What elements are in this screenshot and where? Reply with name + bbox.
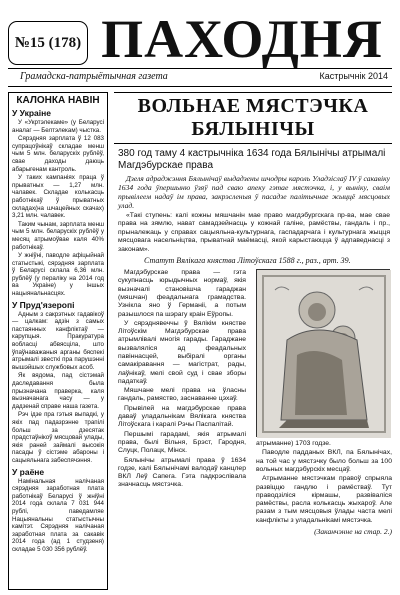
article-quote: «Такі ступень: калі кожны мяшчанін мае право магдэбургскага пр-ва, мае свае права на зямлю, нават самадзейнасць у кожнай галіне, рамёствы, гандаль і пр., прыналежаць у справах сацыяльна-культурнага, гаспадарчага і культурнага жыцця мясцовага насельніцтва, прыватнай маёмасці, якой карыстаюцца ў адпаведнасці з законам». [118,212,390,253]
news-paragraph: У таких кампаніях праца ў прыватных — 1,27 млн. чалавек. Складае колькасць работнікаў ў прыватных складах(на шчацейных скачах) 3,21 млн. чалавек. [12,174,104,220]
article-paragraph: Магдэбурскае права — гэта сукупнасць юрыдычных нормаў, якія вызначалі становішча гараджан (мяшчан) феадальнага грамадства. Узнікла яно ў Германіі, а потым разышлося па шэрагу краін Еўропы. [118,269,246,318]
article-column-left [118,269,246,519]
article-paragraph: Бялынічы атрымалі права ў 1634 годзе, калі Бялынічамі валодаў канцлер ВКЛ Леў Сапега. Гэта падкрэслівала значнасць мястэчка. [118,456,246,489]
article-lead: Дзеля адраджэння Бялынічаў выдадзены шчодры кароль Уладзіслаў IV ў сакавіку 1634 года ўпершыню ўзяў пад сваю апеку гэтае мястэчка, і, у выніку, сваім прывілеем надаў ім права, закрэсленыя ў пасадзе палітычнае жыццё мясцовых улад. [118,174,390,210]
masthead-divider [8,68,392,69]
news-section-heading: У Украіне [12,108,52,118]
news-paragraph: У жніўні, паводле афіцыйнай статыстыкі, сярэдняя зарплата ў Беларусі склала 6,36 млн. рублёў (у пераліку на 2014 год ва Украіне) у іншых нацыянальнасцях. [12,252,104,298]
article-paragraph: Прывілей на магдэбурскае права даваў уладальнікам Вялікага княства Літоўскага і каралі Рэчы Паспалітай. [118,404,246,429]
news-paragraph: Таким чынам, зарплата менш чым 5 млн. беларускіх рублёў у месяц атрымоўвае каля 40% работнікаў. [12,220,104,251]
news-column-title: КАЛОНКА НАВІН [16,95,100,106]
news-paragraph: Адным з сакрэтных гадавікоў — цалкам: адзін з самых пастаянных канфліктаў — карупцыя. Пракуратура вобласці абвясціла, што ўпаўнаважаныя арганы бяспекі атрымалі звесткі пра парушэнні вышэйшых службовых асоб. [12,310,104,371]
article-paragraph: атрыманне) 1703 годзе. [256,440,331,448]
news-paragraph: У «Укртэлекаме» (у Беларусі аналаг — Белтэлекам) чыстка. [12,119,104,134]
article-paragraph: Паводле падданых ВКЛ, па Бялынічах, на той час у мястэчку было больш за 100 вольных магдэбурскіх месцаў. [256,449,392,473]
main-article [114,92,392,592]
article-subtitle: 380 год таму 4 кастрычніка 1634 года Бялынічы атрымалі Магдэбурскае права [118,148,386,171]
newspaper-tagline: Грамадска-патрыётычная газета [20,71,168,82]
article-column-right [256,269,392,536]
news-section-heading: У раёне [12,466,45,477]
news-paragraph: Як вядома, пад сістэмай даследавання была прызначана праверка, каля вызначанага часу — у дадзенай справе наша газета. [12,372,104,410]
article-paragraph: Першымі гарадамі, якія атрымалі права, былі Вільня, Брэст, Гародня, Слуцк, Полацк, Мінск. [118,430,246,455]
article-paragraph: У сярэднявеччы ў Вялікім княстве Літоўскім Магдэбурскае права атрымлівалі многія гарады. Гараджане вызваляліся ад феадальных павіннасцей, выбіралі органы самакіравання — магістрат, рады, лаўнікаў, мелі свой суд і свае зборы падаткаў. [118,319,246,385]
article-statute-citation: Статут Вялікага княства Літоўскага 1588 г., раз., арт. 39. [144,256,351,266]
continued-note: (Заканчэнне на стар. 2.) [314,527,392,536]
issue-number: №15 (178) [8,21,88,65]
article-body [114,269,392,536]
masthead-divider-lower [8,86,392,87]
article-headline [114,92,392,144]
news-paragraph: Рэч ідзе пра гэтыя выпадкі, у якіх пад падазрэнне трапілі больш за дзесятак прадстаўнікоў мясцовай улады, якія раней займалі высокія пасады ў сістэме абароны і сацыяльнага забеспячэння. [12,411,104,464]
news-paragraph: Сярэдняя зарплата ў 12 083 супрацоўнікаў складае менш чым 5 млн. беларускіх рублёў, свае даходы даюць абарыгенам кантроль. [12,135,104,173]
headline-line-1: ВОЛЬНАЕ МЯСТЭЧКА [137,95,369,117]
icon-image [256,269,390,437]
news-section-heading: У Пруд'язеропі [12,299,75,310]
madonna-icon [257,270,391,438]
news-column [8,92,108,590]
newspaper-title: ПАХОДНЯ [101,9,383,69]
article-paragraph: Атрыманне мястэчкам правоў спрыяла развіццю гандлю і рамёстваў. Тут праводзіліся кірмашы, развіваліся рамёствы, расла колькасць жыхароў. Але разам з тым мясцовыя ўлады часта мелі канфлікты з уладальнікамі мястэчка. [256,475,392,524]
issue-date: Кастрычнік 2014 [319,71,388,81]
news-paragraph: Намінальная налічаная сярэдняя заработная плата работнікаў Беларусі ў жніўні 2014 года склала 7 031 944 рублі, паведамляе Нацыянальны статыстычны камітэт. Сярэдняя налічаная заработная плата за сакавік 2014 года (ад 1 студзеня) складае 5 030 356 рублёў. [12,477,104,553]
article-paragraph: Мяшчане мелі права на ўласны гандаль, рамяство, заснаванне цэхаў. [118,387,246,403]
headline-line-2: БЯЛЫНІЧЫ [191,118,315,140]
